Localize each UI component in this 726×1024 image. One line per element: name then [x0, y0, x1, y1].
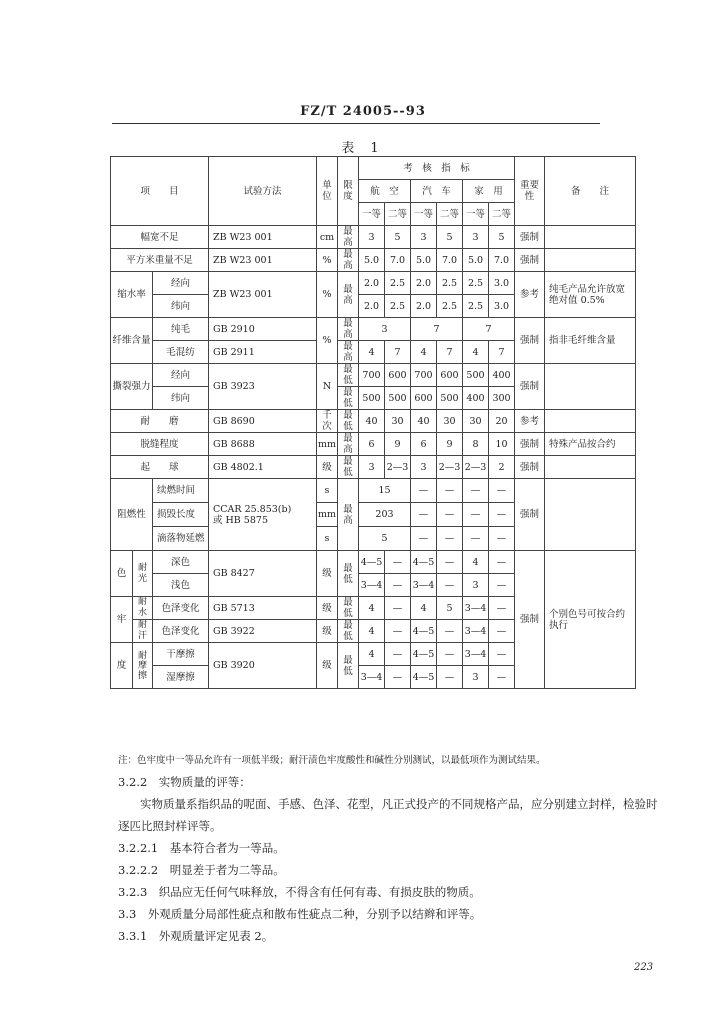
- value-cell: —: [489, 666, 515, 689]
- table-row: [111, 410, 636, 433]
- value-cell: 7: [489, 341, 515, 364]
- value-cell: 3.0: [489, 295, 515, 318]
- value-cell: 7.0: [489, 249, 515, 272]
- value-cell: 30: [437, 410, 463, 433]
- unit: 级: [317, 597, 338, 620]
- value-cell: 500: [437, 387, 463, 410]
- table-row: [111, 318, 636, 341]
- col-grade1: 一等: [411, 203, 437, 226]
- row-sublabel: 纯毛: [153, 318, 209, 341]
- value-cell: 7.0: [385, 249, 411, 272]
- col-importance: 重要性: [515, 157, 545, 226]
- row-sublabel: 浅色: [153, 574, 209, 597]
- value-cell: —: [489, 503, 515, 527]
- col-grade2: 二等: [385, 203, 411, 226]
- table-row: [111, 226, 636, 249]
- value-cell: 4: [411, 341, 437, 364]
- limit: 最低: [338, 551, 359, 597]
- value-cell: 500: [385, 387, 411, 410]
- remark: 纯毛产品允许放宽绝对值 0.5%: [545, 272, 636, 318]
- row-label: 阻燃性: [111, 479, 153, 551]
- value-cell: 40: [359, 410, 385, 433]
- importance: 参考: [515, 410, 545, 433]
- limit: 最高: [338, 479, 359, 551]
- value-cell: 7: [385, 341, 411, 364]
- unit: %: [317, 249, 338, 272]
- value-cell: —: [437, 551, 463, 574]
- remark: [545, 364, 636, 410]
- limit: 最低: [338, 387, 359, 410]
- table-note: 注：色牢度中一等品允许有一项低半级；耐汗渍色牢度酸性和碱性分别测试，以最低项作为测试结果。: [118, 755, 546, 766]
- remark: [545, 479, 636, 551]
- test-method: GB 8427: [209, 551, 317, 597]
- value-cell: 40: [411, 410, 437, 433]
- row-label: 度: [111, 643, 133, 689]
- value-cell: 30: [463, 410, 489, 433]
- table-row: [111, 551, 636, 574]
- row-label: 幅宽不足: [111, 226, 209, 249]
- section-3-2-2: 3.2.2 实物质量的评等：: [118, 775, 251, 789]
- table-row: [111, 456, 636, 479]
- value-cell: —: [489, 620, 515, 643]
- value-cell: 700: [411, 364, 437, 387]
- value-cell: 5: [385, 226, 411, 249]
- col-home: 家 用: [463, 180, 515, 203]
- col-grade2: 二等: [489, 203, 515, 226]
- value-cell: 203: [359, 503, 411, 527]
- table-row: [111, 479, 636, 503]
- value-cell: —: [463, 527, 489, 551]
- value-cell: —: [385, 574, 411, 597]
- value-cell: 4: [359, 341, 385, 364]
- paragraph: 实物质量系指织品的呢面、手感、色泽、花型，凡正式投产的不同规格产品，应分别建立封样，检验时: [140, 797, 658, 811]
- importance: 强制: [515, 479, 545, 551]
- value-cell: —: [437, 527, 463, 551]
- unit: N: [317, 364, 338, 410]
- value-cell: 600: [385, 364, 411, 387]
- col-limit: 限度: [338, 157, 359, 226]
- unit: s: [317, 527, 338, 551]
- value-cell: 5.0: [359, 249, 385, 272]
- col-car: 汽 车: [411, 180, 463, 203]
- row-sublabel: 经向: [153, 272, 209, 295]
- importance: 强制: [515, 364, 545, 410]
- row-label: 平方米重量不足: [111, 249, 209, 272]
- value-cell: 300: [489, 387, 515, 410]
- section-3-2-2-1: 3.2.2.1 基本符合者为一等品。: [118, 841, 285, 855]
- paragraph: 逐匹比照封样评等。: [118, 819, 222, 833]
- row-sublabel: 经向: [153, 364, 209, 387]
- document-header: FZ/T 24005--93: [300, 104, 426, 119]
- value-cell: 3: [359, 456, 385, 479]
- col-assess: 考 核 指 标: [359, 157, 515, 180]
- value-cell: 4: [359, 597, 385, 620]
- test-method: GB 5713: [209, 597, 317, 620]
- value-cell: 3: [463, 666, 489, 689]
- remark: 特殊产品按合约: [545, 433, 636, 456]
- value-cell: 15: [359, 479, 411, 503]
- remark: [545, 226, 636, 249]
- value-cell: —: [385, 643, 411, 666]
- value-cell: 4—5: [411, 643, 437, 666]
- table-row: [111, 249, 636, 272]
- limit: 最高: [338, 226, 359, 249]
- limit: 最低: [338, 597, 359, 620]
- value-cell: —: [489, 527, 515, 551]
- value-cell: —: [489, 479, 515, 503]
- value-cell: 5: [489, 226, 515, 249]
- value-cell: 20: [489, 410, 515, 433]
- value-cell: —: [385, 666, 411, 689]
- test-method: CCAR 25.853(b) 或 HB 5875: [209, 479, 317, 551]
- row-sublabel: 损毁长度: [153, 503, 209, 527]
- row-sublabel: 续燃时间: [153, 479, 209, 503]
- importance: 强制: [515, 551, 545, 689]
- row-sublabel: 干摩擦: [153, 643, 209, 666]
- value-cell: 2—3: [385, 456, 411, 479]
- value-cell: 9: [385, 433, 411, 456]
- remark: [545, 410, 636, 433]
- value-cell: 7: [411, 318, 463, 341]
- table-row: [111, 272, 636, 295]
- value-cell: 4—5: [411, 551, 437, 574]
- unit: s: [317, 479, 338, 503]
- col-air: 航 空: [359, 180, 411, 203]
- table-row: [111, 364, 636, 387]
- value-cell: —: [489, 574, 515, 597]
- importance: 参考: [515, 272, 545, 318]
- section-3-2-2-2: 3.2.2.2 明显差于者为二等品。: [118, 863, 285, 877]
- remark: 个别色号可按合约执行: [545, 551, 636, 689]
- value-cell: 9: [437, 433, 463, 456]
- value-cell: 3: [359, 226, 385, 249]
- value-cell: 2.5: [437, 272, 463, 295]
- value-cell: 2—3: [437, 456, 463, 479]
- row-sublabel: 耐水: [133, 597, 153, 620]
- remark: [545, 249, 636, 272]
- value-cell: 4: [463, 341, 489, 364]
- value-cell: —: [489, 643, 515, 666]
- limit: 最高: [338, 272, 359, 318]
- requirements-table: [110, 156, 636, 689]
- page-number: 223: [634, 962, 654, 973]
- table-row: [111, 433, 636, 456]
- row-sublabel: 色泽变化: [153, 597, 209, 620]
- unit: 级: [317, 620, 338, 643]
- value-cell: —: [385, 597, 411, 620]
- test-method: ZB W23 001: [209, 272, 317, 318]
- value-cell: 3: [463, 574, 489, 597]
- limit: 最高: [338, 433, 359, 456]
- test-method: GB 3922: [209, 620, 317, 643]
- value-cell: 3: [359, 318, 411, 341]
- value-cell: 5: [437, 226, 463, 249]
- value-cell: 2.0: [359, 272, 385, 295]
- value-cell: 4—5: [359, 551, 385, 574]
- test-method: ZB W23 001: [209, 249, 317, 272]
- value-cell: —: [385, 551, 411, 574]
- value-cell: 2.0: [411, 272, 437, 295]
- value-cell: —: [437, 503, 463, 527]
- value-cell: —: [437, 666, 463, 689]
- row-sublabel: 毛混纺: [153, 341, 209, 364]
- value-cell: 3—4: [359, 574, 385, 597]
- limit: 最高: [338, 318, 359, 341]
- value-cell: 7: [437, 341, 463, 364]
- unit: %: [317, 318, 338, 364]
- row-sublabel: 耐摩擦: [133, 643, 153, 689]
- unit: mm: [317, 503, 338, 527]
- row-label: 缩水率: [111, 272, 153, 318]
- row-label: 纤维含量: [111, 318, 153, 364]
- col-grade2: 二等: [437, 203, 463, 226]
- value-cell: 3.0: [489, 272, 515, 295]
- value-cell: 3—4: [463, 597, 489, 620]
- limit: 最高: [338, 341, 359, 364]
- section-3-3: 3.3 外观质量分局部性疵点和散布性疵点二种，分别予以结辫和评等。: [118, 907, 482, 921]
- unit: 级: [317, 456, 338, 479]
- value-cell: 5: [437, 597, 463, 620]
- col-unit: 单位: [317, 157, 338, 226]
- importance: 强制: [515, 318, 545, 364]
- value-cell: 10: [489, 433, 515, 456]
- table-header-row: [111, 157, 636, 180]
- value-cell: 2.0: [411, 295, 437, 318]
- value-cell: 4—5: [411, 620, 437, 643]
- importance: 强制: [515, 226, 545, 249]
- value-cell: —: [437, 620, 463, 643]
- unit: mm: [317, 433, 338, 456]
- value-cell: —: [437, 574, 463, 597]
- value-cell: —: [437, 479, 463, 503]
- value-cell: 500: [359, 387, 385, 410]
- value-cell: 4—5: [411, 666, 437, 689]
- value-cell: —: [411, 479, 437, 503]
- remark: 指非毛纤维含量: [545, 318, 636, 364]
- value-cell: —: [489, 597, 515, 620]
- importance: 强制: [515, 456, 545, 479]
- section-3-3-1: 3.3.1 外观质量评定见表 2。: [118, 929, 274, 943]
- value-cell: —: [411, 527, 437, 551]
- value-cell: —: [463, 479, 489, 503]
- value-cell: 6: [411, 433, 437, 456]
- table-caption: 表 1: [341, 141, 385, 156]
- row-label: 色: [111, 551, 133, 597]
- row-label: 脱缝程度: [111, 433, 209, 456]
- value-cell: 5.0: [463, 249, 489, 272]
- test-method: ZB W23 001: [209, 226, 317, 249]
- remark: [545, 456, 636, 479]
- section-3-2-3: 3.2.3 织品应无任何气味释放，不得含有任何有毒、有损皮肤的物质。: [118, 885, 481, 899]
- value-cell: 2.0: [359, 295, 385, 318]
- value-cell: 400: [489, 364, 515, 387]
- col-remarks: 备 注: [545, 157, 636, 226]
- value-cell: 3: [411, 456, 437, 479]
- value-cell: 4: [411, 597, 437, 620]
- test-method: GB 3923: [209, 364, 317, 410]
- limit: 最低: [338, 364, 359, 387]
- value-cell: 3—4: [359, 666, 385, 689]
- importance: 强制: [515, 433, 545, 456]
- row-sublabel: 纬向: [153, 387, 209, 410]
- value-cell: —: [411, 503, 437, 527]
- col-grade1: 一等: [359, 203, 385, 226]
- row-sublabel: 深色: [153, 551, 209, 574]
- value-cell: 2—3: [463, 456, 489, 479]
- value-cell: 4: [359, 643, 385, 666]
- value-cell: 8: [463, 433, 489, 456]
- value-cell: 2.5: [385, 295, 411, 318]
- limit: 最低: [338, 456, 359, 479]
- value-cell: —: [489, 551, 515, 574]
- test-method: GB 4802.1: [209, 456, 317, 479]
- value-cell: —: [385, 620, 411, 643]
- row-sublabel: 色泽变化: [153, 620, 209, 643]
- value-cell: —: [437, 643, 463, 666]
- value-cell: 600: [437, 364, 463, 387]
- row-sublabel: 湿摩擦: [153, 666, 209, 689]
- test-method: GB 3920: [209, 643, 317, 689]
- row-sublabel: 纬向: [153, 295, 209, 318]
- limit: 最低: [338, 620, 359, 643]
- value-cell: 600: [411, 387, 437, 410]
- col-method: 试验方法: [209, 157, 317, 226]
- unit: 级: [317, 643, 338, 689]
- unit: %: [317, 272, 338, 318]
- row-label: 起 球: [111, 456, 209, 479]
- value-cell: 500: [463, 364, 489, 387]
- value-cell: 2: [489, 456, 515, 479]
- value-cell: 4: [463, 551, 489, 574]
- value-cell: 3—4: [411, 574, 437, 597]
- test-method: GB 2910: [209, 318, 317, 341]
- value-cell: 3—4: [463, 620, 489, 643]
- test-method: GB 2911: [209, 341, 317, 364]
- value-cell: 7: [463, 318, 515, 341]
- row-sublabel: 耐汗: [133, 620, 153, 643]
- value-cell: 3: [411, 226, 437, 249]
- col-grade1: 一等: [463, 203, 489, 226]
- value-cell: 4: [359, 620, 385, 643]
- value-cell: 2.5: [437, 295, 463, 318]
- value-cell: 2.5: [463, 272, 489, 295]
- importance: 强制: [515, 249, 545, 272]
- value-cell: 5.0: [411, 249, 437, 272]
- limit: 最低: [338, 643, 359, 689]
- limit: 最低: [338, 410, 359, 433]
- row-label: 耐 磨: [111, 410, 209, 433]
- test-method: GB 8690: [209, 410, 317, 433]
- value-cell: 3—4: [463, 643, 489, 666]
- row-label: 撕裂强力: [111, 364, 153, 410]
- unit: 千次: [317, 410, 338, 433]
- value-cell: 7.0: [437, 249, 463, 272]
- unit: 级: [317, 551, 338, 597]
- row-sublabel: 耐光: [133, 551, 153, 597]
- col-item: 项 目: [111, 157, 209, 226]
- limit: 最高: [338, 249, 359, 272]
- value-cell: 5: [359, 527, 411, 551]
- value-cell: 700: [359, 364, 385, 387]
- value-cell: 3: [463, 226, 489, 249]
- row-label: 牢: [111, 597, 133, 643]
- value-cell: 400: [463, 387, 489, 410]
- unit: cm: [317, 226, 338, 249]
- row-sublabel: 滴落物延燃: [153, 527, 209, 551]
- value-cell: 2.5: [385, 272, 411, 295]
- test-method: GB 8688: [209, 433, 317, 456]
- header-rule: [112, 123, 600, 124]
- value-cell: —: [463, 503, 489, 527]
- value-cell: 2.5: [463, 295, 489, 318]
- value-cell: 30: [385, 410, 411, 433]
- value-cell: 6: [359, 433, 385, 456]
